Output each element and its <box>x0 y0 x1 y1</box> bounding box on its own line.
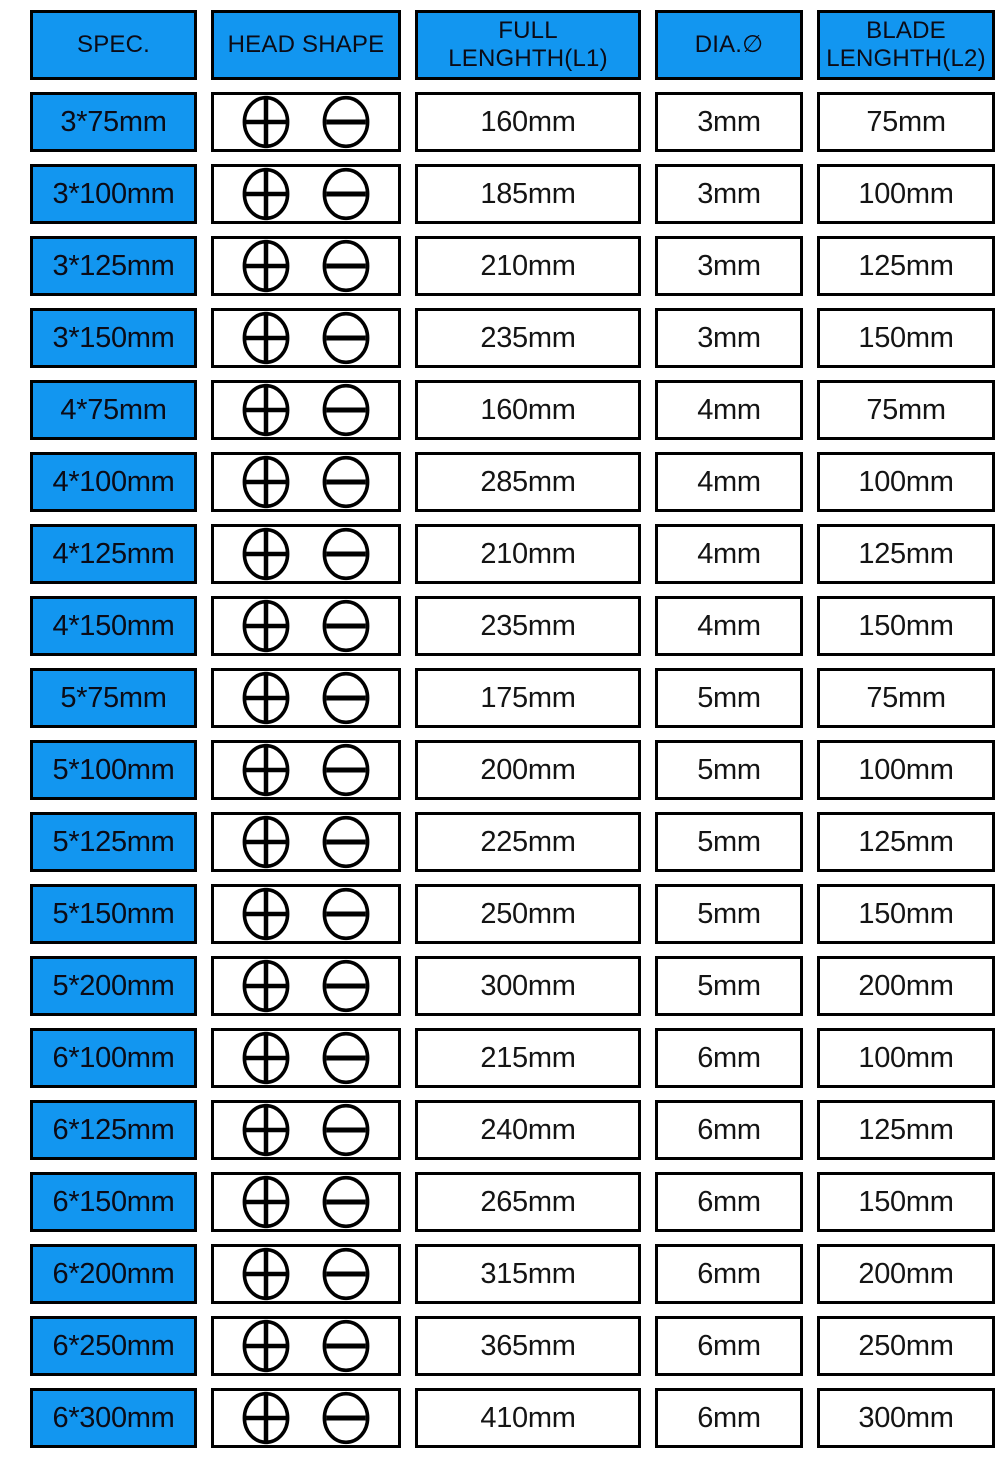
blade-length-value: 200mm <box>858 1257 954 1290</box>
slotted-head-icon <box>320 455 372 509</box>
full-length-cell <box>415 380 641 440</box>
spec-value: 6*125mm <box>52 1113 175 1146</box>
diameter-cell <box>655 740 803 800</box>
full-length-value: 185mm <box>480 177 576 210</box>
spec-cell <box>30 740 197 800</box>
blade-length-value: 125mm <box>858 537 954 570</box>
diameter-value: 6mm <box>697 1041 761 1074</box>
full-length-cell <box>415 524 641 584</box>
phillips-head-icon <box>240 527 292 581</box>
spec-cell <box>30 1388 197 1448</box>
full-length-cell <box>415 308 641 368</box>
spec-cell <box>30 524 197 584</box>
full-length-value: 240mm <box>480 1113 576 1146</box>
blade-length-value: 75mm <box>866 681 946 714</box>
full-length-value: 250mm <box>480 897 576 930</box>
full-length-cell <box>415 452 641 512</box>
slotted-head-icon <box>320 1247 372 1301</box>
diameter-cell <box>655 1100 803 1160</box>
blade-length-cell <box>817 524 995 584</box>
full-length-cell <box>415 1316 641 1376</box>
diameter-value: 3mm <box>697 105 761 138</box>
spec-cell <box>30 1100 197 1160</box>
diameter-value: 4mm <box>697 465 761 498</box>
spec-cell <box>30 236 197 296</box>
diameter-cell <box>655 596 803 656</box>
table-row <box>30 1388 1000 1448</box>
full-length-value: 160mm <box>480 105 576 138</box>
full-length-value: 365mm <box>480 1329 576 1362</box>
slotted-head-icon <box>320 527 372 581</box>
blade-length-value: 250mm <box>858 1329 954 1362</box>
head-shape-cell <box>211 452 401 512</box>
blade-length-value: 150mm <box>858 897 954 930</box>
full-length-cell <box>415 1172 641 1232</box>
phillips-head-icon <box>240 1103 292 1157</box>
table-body <box>30 92 1000 1448</box>
spec-value: 4*150mm <box>52 609 175 642</box>
spec-cell <box>30 956 197 1016</box>
full-length-value: 265mm <box>480 1185 576 1218</box>
slotted-head-icon <box>320 167 372 221</box>
spec-cell <box>30 308 197 368</box>
diameter-value: 6mm <box>697 1185 761 1218</box>
blade-length-value: 150mm <box>858 321 954 354</box>
spec-cell <box>30 812 197 872</box>
table-row <box>30 92 1000 152</box>
phillips-head-icon <box>240 383 292 437</box>
diameter-cell <box>655 92 803 152</box>
diameter-value: 4mm <box>697 609 761 642</box>
blade-length-value: 100mm <box>858 177 954 210</box>
blade-length-cell <box>817 812 995 872</box>
head-shape-cell <box>211 92 401 152</box>
blade-length-cell <box>817 1316 995 1376</box>
phillips-head-icon <box>240 1247 292 1301</box>
slotted-head-icon <box>320 671 372 725</box>
column-header-spec <box>30 10 197 80</box>
head-shape-cell <box>211 164 401 224</box>
diameter-cell <box>655 1388 803 1448</box>
blade-length-cell <box>817 380 995 440</box>
table-row <box>30 956 1000 1016</box>
head-shape-cell <box>211 380 401 440</box>
blade-length-value: 200mm <box>858 969 954 1002</box>
diameter-value: 6mm <box>697 1113 761 1146</box>
full-length-value: 410mm <box>480 1401 576 1434</box>
phillips-head-icon <box>240 743 292 797</box>
spec-value: 5*150mm <box>52 897 175 930</box>
full-length-cell <box>415 596 641 656</box>
full-length-cell <box>415 92 641 152</box>
diameter-cell <box>655 956 803 1016</box>
diameter-value: 3mm <box>697 321 761 354</box>
spec-value: 3*150mm <box>52 321 175 354</box>
diameter-value: 4mm <box>697 537 761 570</box>
blade-length-cell <box>817 1172 995 1232</box>
blade-length-value: 150mm <box>858 1185 954 1218</box>
full-length-cell <box>415 1388 641 1448</box>
full-length-cell <box>415 668 641 728</box>
slotted-head-icon <box>320 959 372 1013</box>
head-shape-cell <box>211 884 401 944</box>
head-shape-cell <box>211 1388 401 1448</box>
diameter-cell <box>655 668 803 728</box>
slotted-head-icon <box>320 599 372 653</box>
table-row <box>30 596 1000 656</box>
blade-length-cell <box>817 956 995 1016</box>
table-row <box>30 452 1000 512</box>
head-shape-cell <box>211 236 401 296</box>
blade-length-cell <box>817 740 995 800</box>
table-row <box>30 1028 1000 1088</box>
spec-cell <box>30 1028 197 1088</box>
phillips-head-icon <box>240 815 292 869</box>
spec-value: 6*200mm <box>52 1257 175 1290</box>
slotted-head-icon <box>320 743 372 797</box>
column-header-blade-length-label: BLADE LENGHTH(L2) <box>826 17 986 72</box>
full-length-cell <box>415 236 641 296</box>
phillips-head-icon <box>240 599 292 653</box>
table-row <box>30 1100 1000 1160</box>
blade-length-value: 125mm <box>858 825 954 858</box>
full-length-cell <box>415 1100 641 1160</box>
full-length-cell <box>415 1244 641 1304</box>
spec-cell <box>30 92 197 152</box>
diameter-value: 3mm <box>697 177 761 210</box>
blade-length-value: 75mm <box>866 393 946 426</box>
spec-value: 6*150mm <box>52 1185 175 1218</box>
blade-length-cell <box>817 1028 995 1088</box>
head-shape-cell <box>211 740 401 800</box>
diameter-cell <box>655 1244 803 1304</box>
table-row <box>30 236 1000 296</box>
diameter-value: 6mm <box>697 1329 761 1362</box>
column-header-diameter-label: DIA.∅ <box>694 31 764 59</box>
column-header-full-length <box>415 10 641 80</box>
diameter-cell <box>655 308 803 368</box>
full-length-value: 210mm <box>480 537 576 570</box>
blade-length-cell <box>817 164 995 224</box>
full-length-value: 285mm <box>480 465 576 498</box>
table-row <box>30 308 1000 368</box>
blade-length-cell <box>817 884 995 944</box>
blade-length-cell <box>817 452 995 512</box>
table-row <box>30 812 1000 872</box>
full-length-value: 235mm <box>480 609 576 642</box>
head-shape-cell <box>211 308 401 368</box>
phillips-head-icon <box>240 239 292 293</box>
spec-value: 4*75mm <box>60 393 167 426</box>
phillips-head-icon <box>240 95 292 149</box>
spec-value: 4*125mm <box>52 537 175 570</box>
head-shape-cell <box>211 1244 401 1304</box>
diameter-value: 6mm <box>697 1401 761 1434</box>
spec-value: 6*100mm <box>52 1041 175 1074</box>
blade-length-cell <box>817 1244 995 1304</box>
head-shape-cell <box>211 596 401 656</box>
head-shape-cell <box>211 1316 401 1376</box>
spec-value: 5*200mm <box>52 969 175 1002</box>
phillips-head-icon <box>240 1319 292 1373</box>
diameter-cell <box>655 1172 803 1232</box>
blade-length-cell <box>817 596 995 656</box>
spec-cell <box>30 1244 197 1304</box>
blade-length-value: 75mm <box>866 105 946 138</box>
slotted-head-icon <box>320 887 372 941</box>
spec-cell <box>30 1172 197 1232</box>
blade-length-value: 100mm <box>858 753 954 786</box>
head-shape-cell <box>211 524 401 584</box>
blade-length-cell <box>817 1388 995 1448</box>
spec-cell <box>30 380 197 440</box>
diameter-value: 5mm <box>697 753 761 786</box>
spec-value: 4*100mm <box>52 465 175 498</box>
diameter-value: 5mm <box>697 969 761 1002</box>
spec-value: 6*300mm <box>52 1401 175 1434</box>
spec-cell <box>30 668 197 728</box>
table-row <box>30 524 1000 584</box>
diameter-cell <box>655 164 803 224</box>
head-shape-cell <box>211 1100 401 1160</box>
slotted-head-icon <box>320 383 372 437</box>
phillips-head-icon <box>240 959 292 1013</box>
blade-length-value: 150mm <box>858 609 954 642</box>
slotted-head-icon <box>320 311 372 365</box>
full-length-value: 200mm <box>480 753 576 786</box>
spec-cell <box>30 1316 197 1376</box>
diameter-cell <box>655 452 803 512</box>
column-header-head-shape <box>211 10 401 80</box>
diameter-cell <box>655 1028 803 1088</box>
table-row <box>30 1316 1000 1376</box>
full-length-value: 160mm <box>480 393 576 426</box>
full-length-cell <box>415 812 641 872</box>
column-header-spec-label: SPEC. <box>76 31 151 59</box>
blade-length-cell <box>817 668 995 728</box>
table-row <box>30 668 1000 728</box>
spec-value: 5*75mm <box>60 681 167 714</box>
full-length-value: 300mm <box>480 969 576 1002</box>
full-length-cell <box>415 1028 641 1088</box>
diameter-value: 5mm <box>697 897 761 930</box>
head-shape-cell <box>211 668 401 728</box>
phillips-head-icon <box>240 1031 292 1085</box>
blade-length-value: 125mm <box>858 1113 954 1146</box>
spec-cell <box>30 884 197 944</box>
column-header-head-shape-label: HEAD SHAPE <box>227 31 385 59</box>
table-header-row <box>30 10 1000 80</box>
spec-value: 3*125mm <box>52 249 175 282</box>
table-row <box>30 1172 1000 1232</box>
full-length-value: 175mm <box>480 681 576 714</box>
phillips-head-icon <box>240 167 292 221</box>
table-row <box>30 1244 1000 1304</box>
slotted-head-icon <box>320 1319 372 1373</box>
blade-length-value: 300mm <box>858 1401 954 1434</box>
full-length-value: 215mm <box>480 1041 576 1074</box>
spec-value: 5*125mm <box>52 825 175 858</box>
table-row <box>30 164 1000 224</box>
phillips-head-icon <box>240 311 292 365</box>
column-header-blade-length <box>817 10 995 80</box>
phillips-head-icon <box>240 887 292 941</box>
full-length-value: 235mm <box>480 321 576 354</box>
diameter-value: 3mm <box>697 249 761 282</box>
spec-value: 6*250mm <box>52 1329 175 1362</box>
diameter-cell <box>655 1316 803 1376</box>
diameter-cell <box>655 812 803 872</box>
full-length-cell <box>415 740 641 800</box>
slotted-head-icon <box>320 1391 372 1445</box>
full-length-value: 210mm <box>480 249 576 282</box>
blade-length-value: 100mm <box>858 465 954 498</box>
slotted-head-icon <box>320 1031 372 1085</box>
diameter-value: 4mm <box>697 393 761 426</box>
column-header-diameter <box>655 10 803 80</box>
diameter-cell <box>655 524 803 584</box>
slotted-head-icon <box>320 815 372 869</box>
full-length-cell <box>415 884 641 944</box>
blade-length-cell <box>817 92 995 152</box>
head-shape-cell <box>211 1028 401 1088</box>
head-shape-cell <box>211 812 401 872</box>
blade-length-cell <box>817 1100 995 1160</box>
phillips-head-icon <box>240 455 292 509</box>
blade-length-cell <box>817 308 995 368</box>
spec-cell <box>30 452 197 512</box>
slotted-head-icon <box>320 1175 372 1229</box>
slotted-head-icon <box>320 1103 372 1157</box>
full-length-value: 315mm <box>480 1257 576 1290</box>
spec-value: 3*75mm <box>60 105 167 138</box>
diameter-cell <box>655 884 803 944</box>
blade-length-cell <box>817 236 995 296</box>
column-header-full-length-label: FULL LENGHTH(L1) <box>448 17 608 72</box>
full-length-cell <box>415 956 641 1016</box>
diameter-cell <box>655 236 803 296</box>
diameter-cell <box>655 380 803 440</box>
diameter-value: 6mm <box>697 1257 761 1290</box>
phillips-head-icon <box>240 1391 292 1445</box>
blade-length-value: 100mm <box>858 1041 954 1074</box>
spec-cell <box>30 164 197 224</box>
spec-value: 3*100mm <box>52 177 175 210</box>
table-row <box>30 884 1000 944</box>
spec-value: 5*100mm <box>52 753 175 786</box>
diameter-value: 5mm <box>697 681 761 714</box>
table-row <box>30 380 1000 440</box>
diameter-value: 5mm <box>697 825 761 858</box>
slotted-head-icon <box>320 239 372 293</box>
table-row <box>30 740 1000 800</box>
phillips-head-icon <box>240 1175 292 1229</box>
blade-length-value: 125mm <box>858 249 954 282</box>
full-length-cell <box>415 164 641 224</box>
slotted-head-icon <box>320 95 372 149</box>
spec-cell <box>30 596 197 656</box>
head-shape-cell <box>211 1172 401 1232</box>
phillips-head-icon <box>240 671 292 725</box>
head-shape-cell <box>211 956 401 1016</box>
full-length-value: 225mm <box>480 825 576 858</box>
